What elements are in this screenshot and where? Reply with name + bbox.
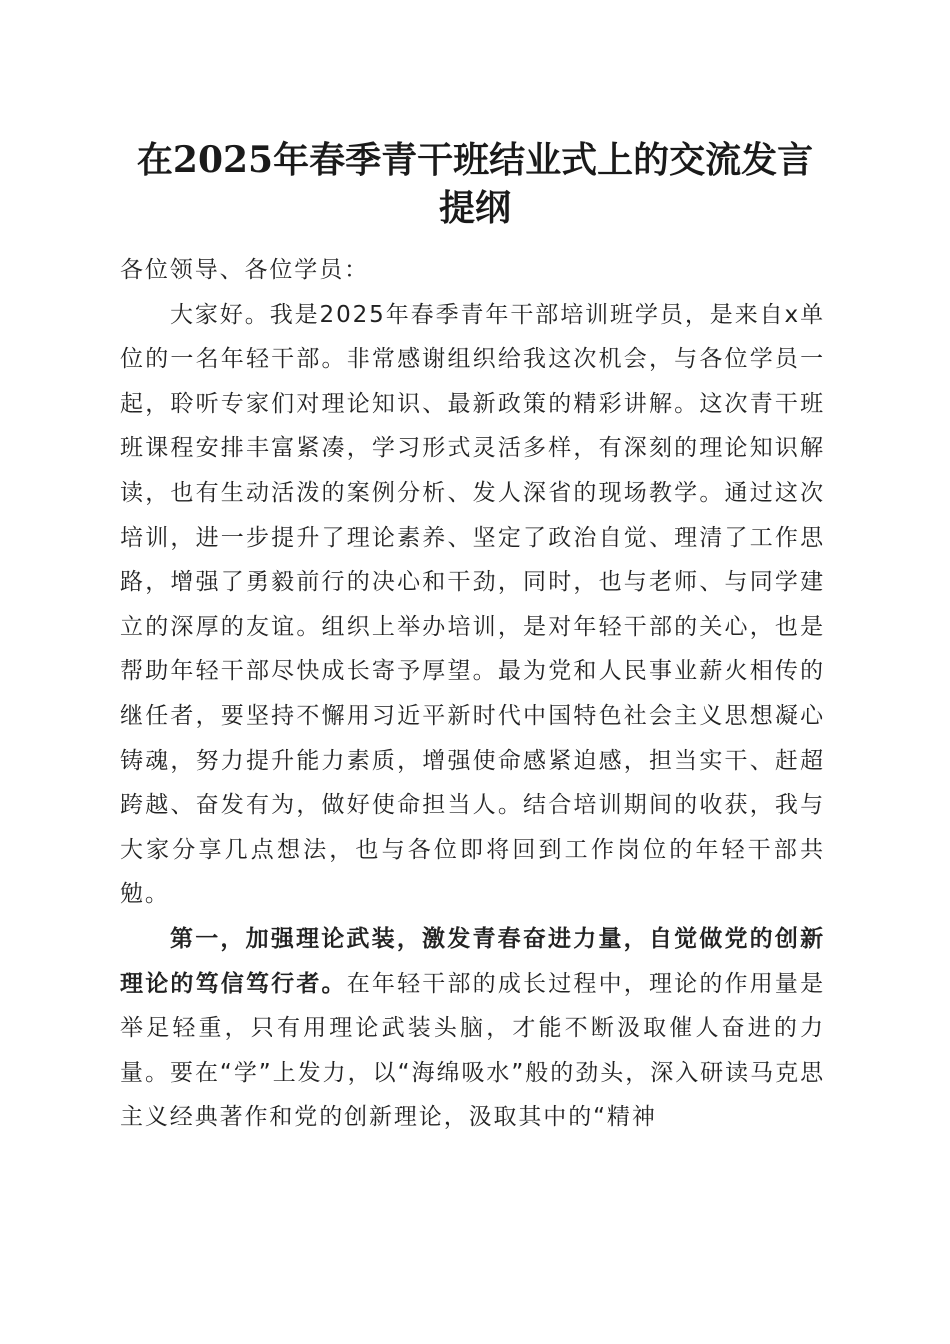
document-title: 在2025年春季青干班结业式上的交流发言提纲 [136,139,814,229]
paragraph-1: 大家好。我是2025年春季青年干部培训班学员，是来自x单位的一名年轻干部。非常感谢组织给我这次机会，与各位学员一起，聆听专家们对理论知识、最新政策的精彩讲解。这次青干班班课程安排丰富紧凑，学习形式灵活多样，有深刻的理论知识解读，也有生动活泼的案例分析、发人深省的现场教学。通过这次培训，进一步提升了理论素养、坚定了政治自觉、理清了工作思路，增强了勇毅前行的决心和干劲，同时，也与老师、与同学建立的深厚的友谊。组织上举办培训，是对年轻干部的关心，也是帮助年轻干部尽快成长寄予厚望。最为党和人民事业薪火相传的继任者，要坚持不懈用习近平新时代中国特色社会主义思想凝心铸魂，努力提升能力素质，增强使命感紧迫感，担当实干、赶超跨越、奋发有为，做好使命担当人。结合培训期间的收获，我与大家分享几点想法，也与各位即将回到工作岗位的年轻干部共勉。 [120,301,825,908]
salutation: 各位领导、各位学员： [120,257,369,283]
paragraph-2-lead: 第一，加强理论武装，激发青春奋进力量，自觉做党的创新理论的笃信笃行者。 [120,925,825,997]
paragraph-2-body: 在年轻干部的成长过程中，理论的作用量是举足轻重，只有用理论武装头脑，才能不断汲取催人奋进的力量。要在“学”上发力，以“海绵吸水”般的劲头，深入研读马克思主义经典著作和党的创新理论，汲取其中的“精神 [120,970,825,1131]
paragraph-2 [120,917,825,1140]
document-body [120,248,825,1140]
